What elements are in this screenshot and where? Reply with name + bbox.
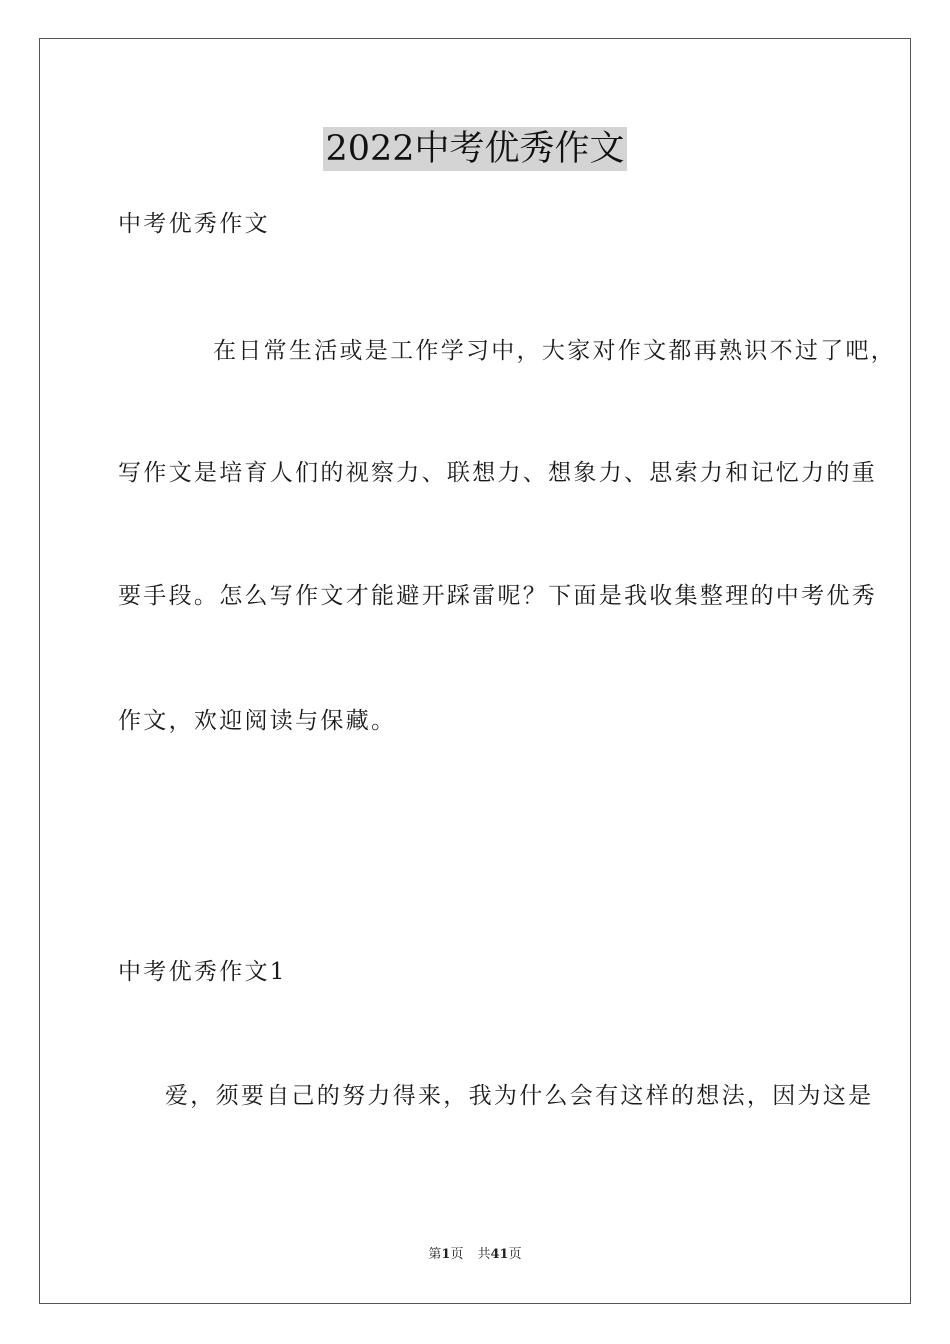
footer-page-suffix: 页	[450, 1247, 464, 1262]
intro-line-3: 要手段。怎么写作文才能避开踩雷呢？下面是我收集整理的中考优秀	[118, 583, 877, 609]
title-container	[0, 127, 950, 171]
section-line-1: 爱，须要自己的努力得来，我为什么会有这样的想法，因为这是	[165, 1083, 874, 1109]
footer-page-prefix: 第	[428, 1247, 442, 1262]
intro-line-2: 写作文是培育人们的视察力、联想力、想象力、思索力和记忆力的重	[118, 460, 877, 486]
document-title: 2022中考优秀作文	[325, 129, 625, 169]
intro-line-1: 在日常生活或是工作学习中，大家对作文都再熟识不过了吧，	[213, 338, 897, 364]
page-footer	[0, 1246, 950, 1264]
intro-line-4: 作文，欢迎阅读与保藏。	[118, 708, 397, 734]
footer-total-suffix: 页	[508, 1247, 522, 1262]
footer-total-prefix: 共	[477, 1247, 491, 1262]
section-heading: 中考优秀作文1	[118, 959, 287, 985]
footer-page-number: 1	[441, 1247, 451, 1262]
footer-total-pages: 41	[490, 1247, 509, 1262]
document-subtitle: 中考优秀作文	[118, 211, 270, 237]
